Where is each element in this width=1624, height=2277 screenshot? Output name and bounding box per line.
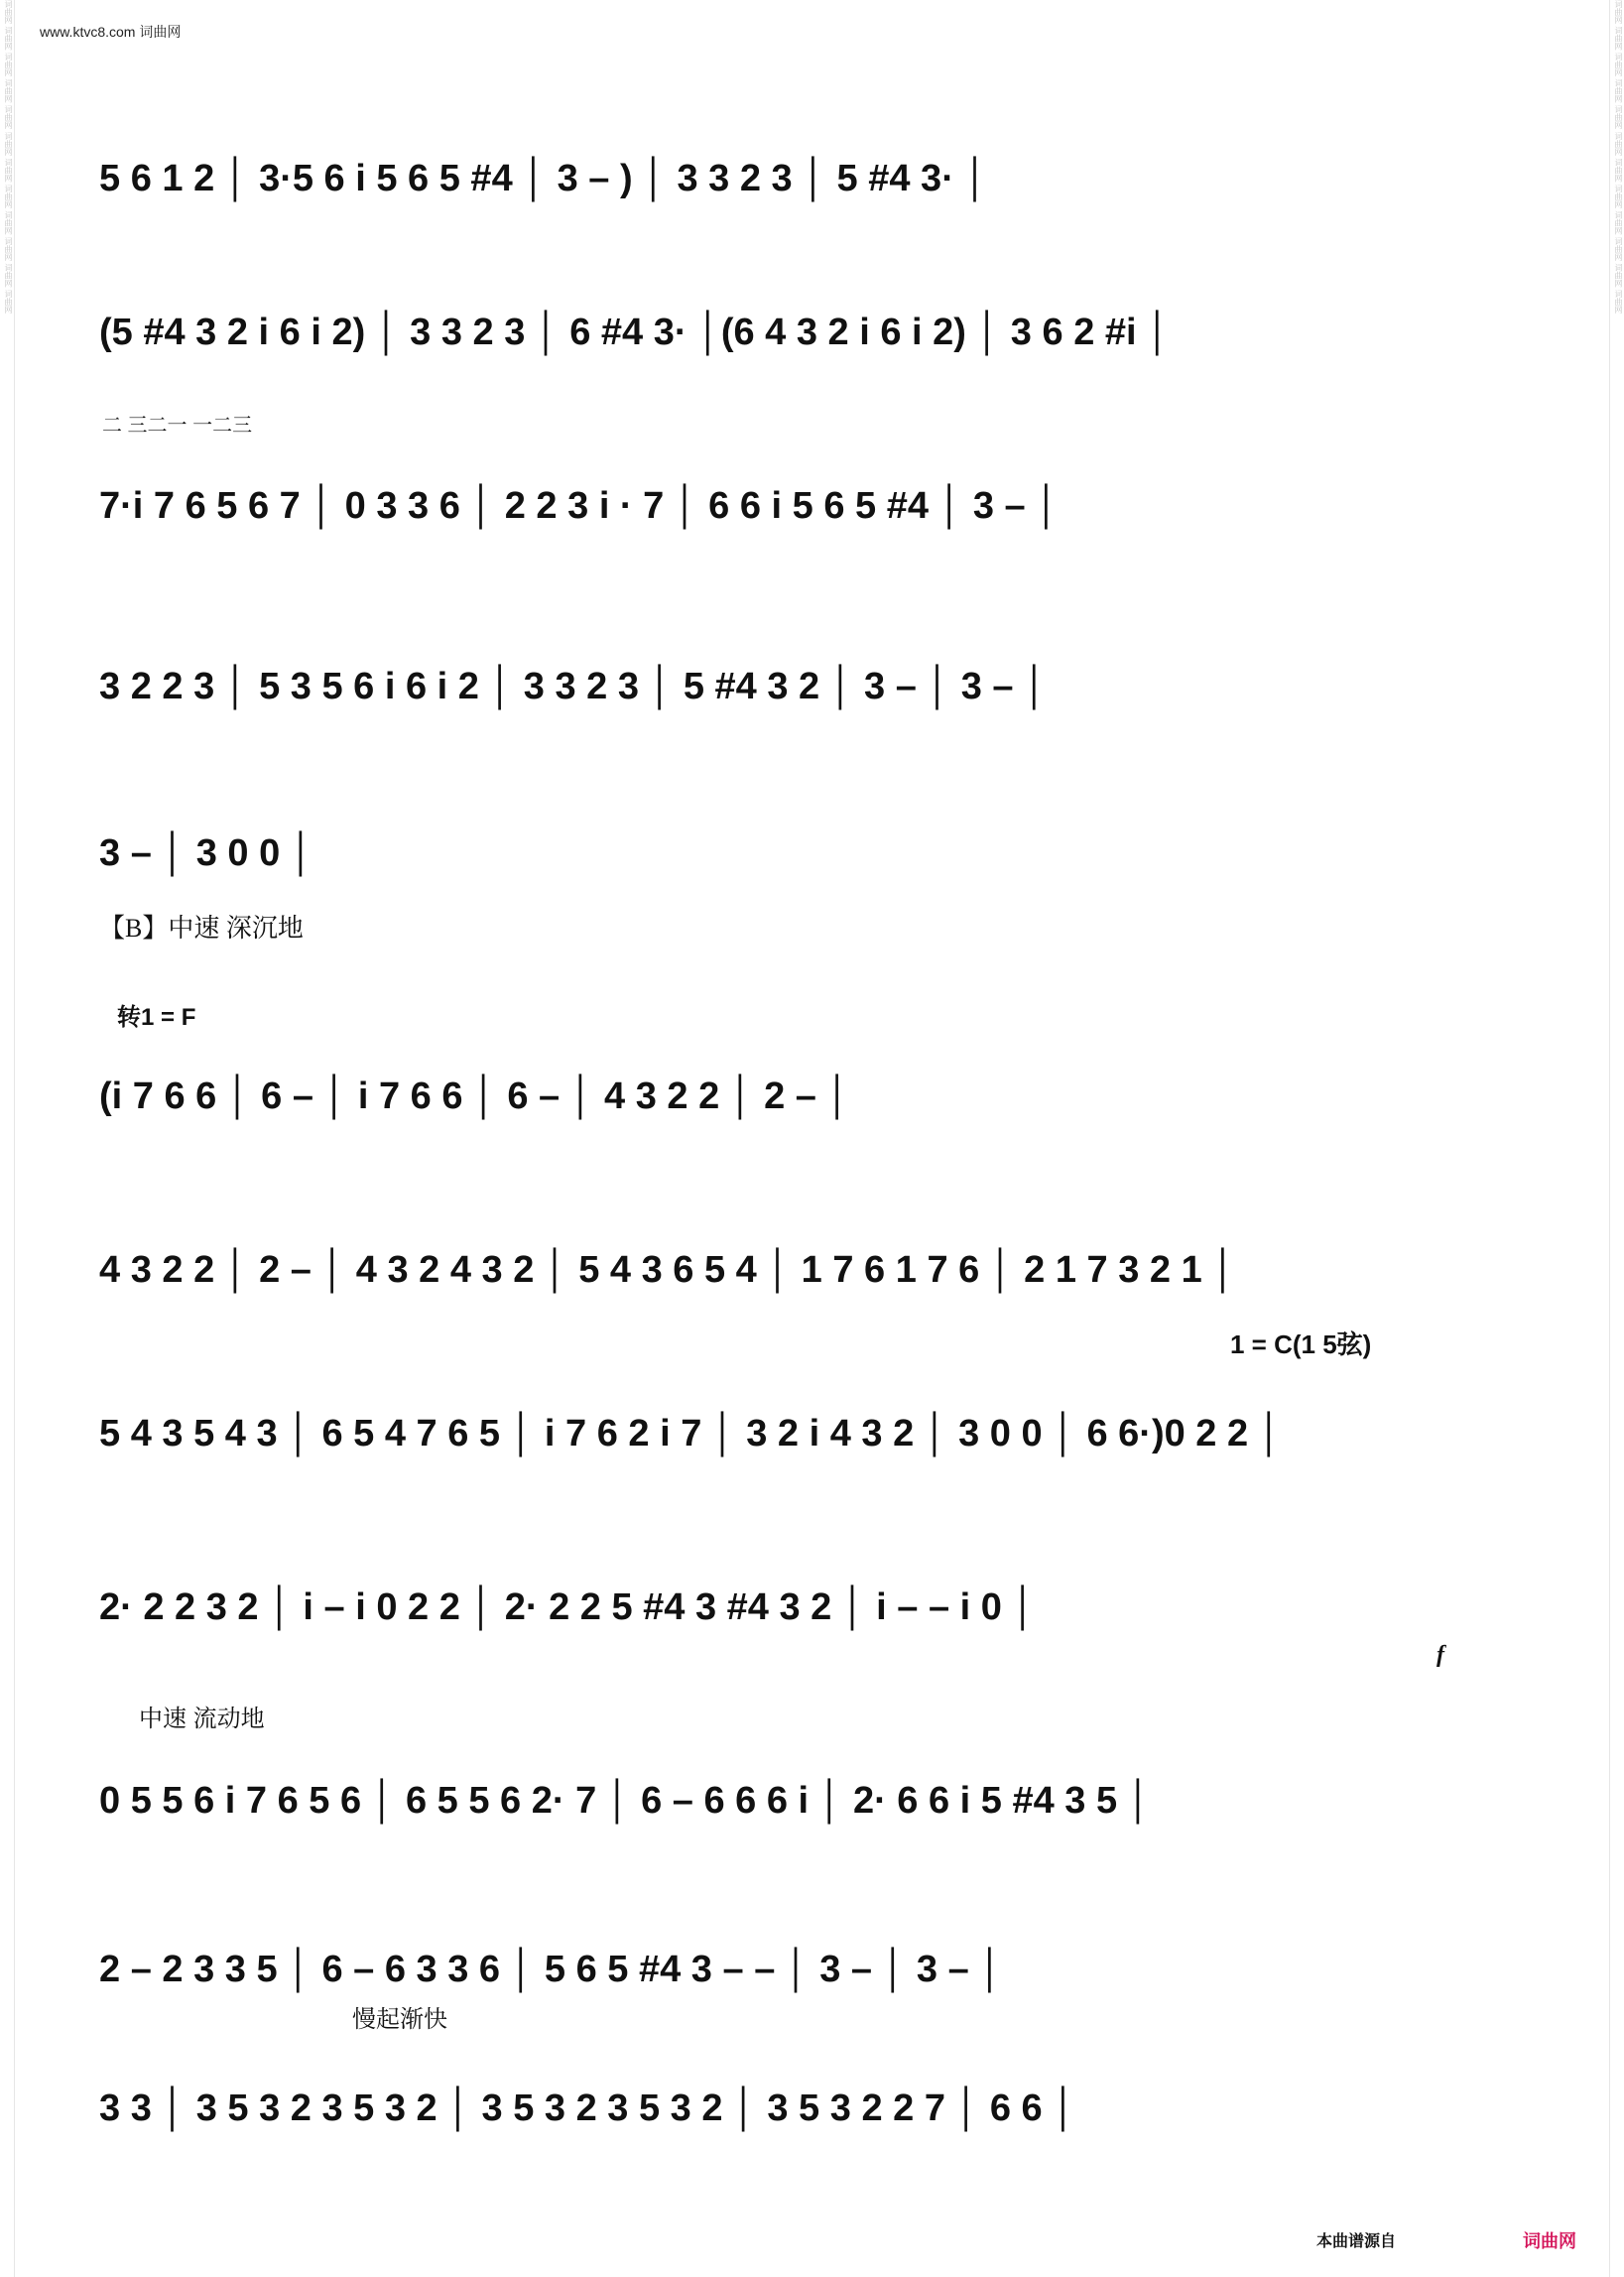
side-watermark-left: 词曲网 词曲网 词曲网 词曲网 词曲网 词曲网 词曲网 词曲网 词曲网 词曲网 词曲网 词曲网 (4, 0, 13, 314)
staff-line: 2· 2 2 3 2 │ i – i 0 2 2 │ 2· 2 2 5 #4 3 #4 3 2 │ i – – i 0 │ (99, 1586, 1037, 1628)
footer-source: 本曲谱源自 (1315, 2233, 1396, 2250)
staff-line: (5 #4 3 2 i 6 i 2) │ 3 3 2 3 │ 6 #4 3· │(6 4 3 2 i 6 i 2) │ 3 6 2 #i │ (99, 312, 1171, 353)
staff-line: 4 3 2 2 │ 2 – │ 4 3 2 4 3 2 │ 5 4 3 6 5 4 │ 1 7 6 1 7 6 │ 2 1 7 3 2 1 │ (99, 1249, 1237, 1291)
key-change-f: 转1 = F (117, 1004, 196, 1031)
staff-row-5 (99, 774, 1538, 883)
string-indication: 二 三二一 一二三 (102, 415, 253, 437)
staff-row-b3 (99, 1354, 1538, 1463)
staff-row-2 (99, 253, 1538, 362)
staff-line: (i 7 6 6 │ 6 – │ i 7 6 6 │ 6 – │ 4 3 2 2 │ 2 – │ (99, 1075, 851, 1117)
footer-brand-link[interactable]: 词曲网 (1523, 2231, 1576, 2251)
staff-row-3 (99, 427, 1538, 536)
staff-line: 3 3 │ 3 5 3 2 3 5 3 2 │ 3 5 3 2 3 5 3 2 │ 3 5 3 2 2 7 │ 6 6 │ (99, 2087, 1076, 2129)
staff-row-4 (99, 607, 1538, 716)
staff-line: 5 4 3 5 4 3 │ 6 5 4 7 6 5 │ i 7 6 2 i 7 │ 3 2 i 4 3 2 │ 3 0 0 │ 6 6·)0 2 2 │ (99, 1413, 1283, 1455)
dynamic-forte: f (1437, 1642, 1444, 1668)
staff-row-b4 (99, 1528, 1538, 1637)
tempo-flowing: 中速 流动地 (139, 1706, 265, 1732)
tempo-accel: 慢起渐快 (352, 2006, 447, 2033)
staff-line: 0 5 5 6 i 7 6 5 6 │ 6 5 5 6 2· 7 │ 6 – 6 6 6 i │ 2· 6 6 i 5 #4 3 5 │ (99, 1780, 1152, 1822)
staff-line: 5 6 1 2 │ 3·5 6 i 5 6 5 #4 │ 3 – ) │ 3 3 2 3 │ 5 #4 3· │ (99, 158, 989, 199)
staff-line: 3 2 2 3 │ 5 3 5 6 i 6 i 2 │ 3 3 2 3 │ 5 #4 3 2 │ 3 – │ 3 – │ (99, 666, 1048, 707)
staff-row-b1 (99, 1017, 1538, 1126)
staff-row-b7 (99, 2029, 1538, 2138)
left-margin-strip (0, 0, 15, 2277)
staff-line: 7·i 7 6 5 6 7 │ 0 3 3 6 │ 2 2 3 i · 7 │ 6 6 i 5 6 5 #4 │ 3 – │ (99, 485, 1060, 527)
staff-row-1 (99, 99, 1538, 208)
staff-row-b6 (99, 1890, 1538, 1999)
right-margin-strip (1609, 0, 1624, 2277)
staff-row-b5 (99, 1721, 1538, 1831)
side-watermark-right: 词曲网 词曲网 词曲网 词曲网 词曲网 词曲网 词曲网 词曲网 词曲网 词曲网 词曲网 词曲网 (1614, 0, 1623, 314)
site-header: www.ktvc8.com 词曲网 (40, 24, 182, 40)
section-b-heading: 【B】中速 深沉地 (99, 914, 304, 943)
staff-line: 3 – │ 3 0 0 │ (99, 832, 314, 874)
key-change-c: 1 = C(1 5弦) (1230, 1329, 1372, 1359)
staff-line: 2 – 2 3 3 5 │ 6 – 6 3 3 6 │ 5 6 5 #4 3 – – │ 3 – │ 3 – │ (99, 1949, 1004, 1990)
staff-row-b2 (99, 1191, 1538, 1300)
